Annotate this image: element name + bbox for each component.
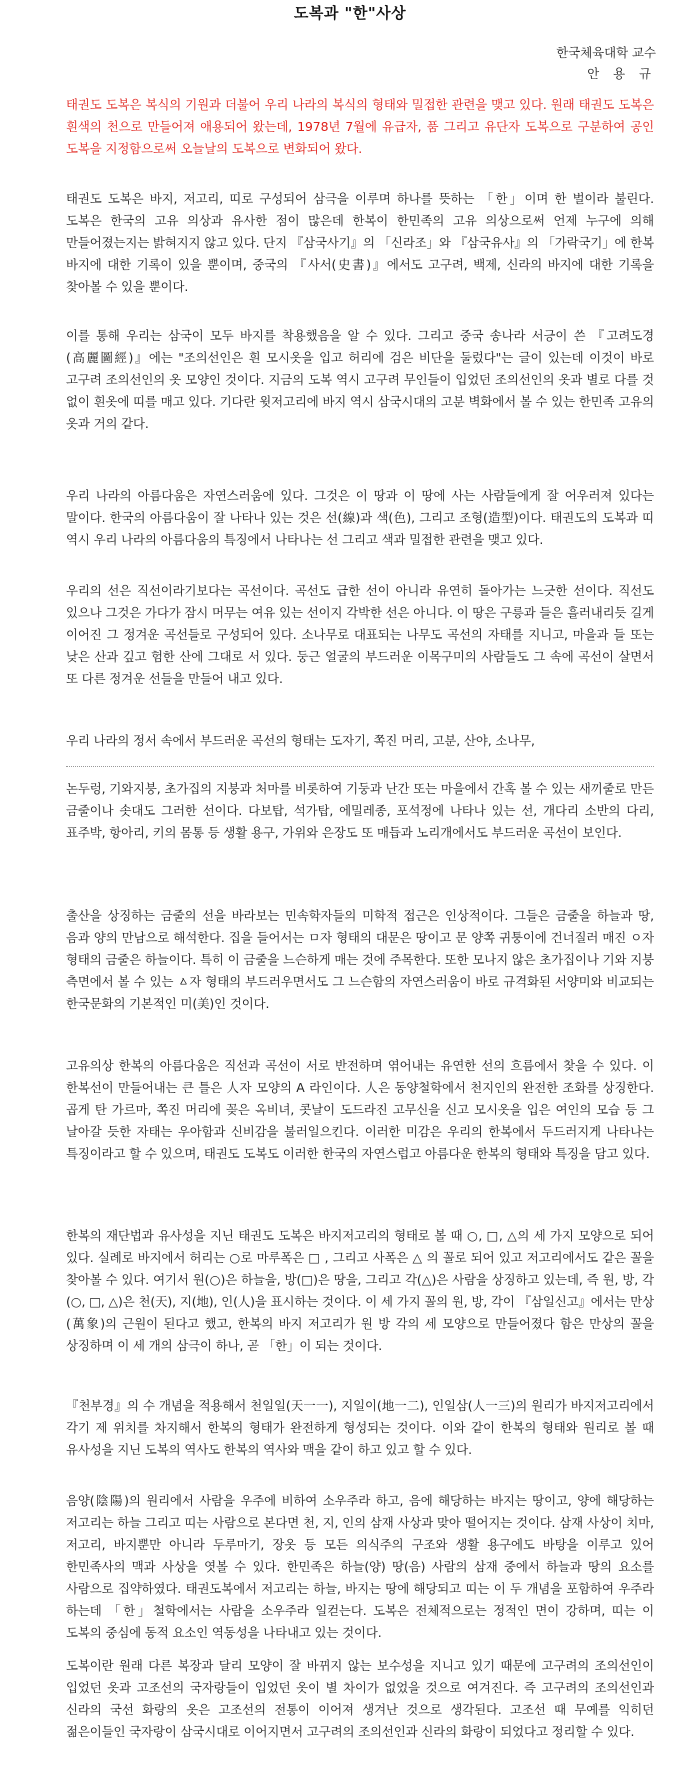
author-affiliation: 한국체육대학 교수 <box>556 45 656 60</box>
page-divider <box>66 766 654 767</box>
body-paragraph-6: 논두렁, 기와지붕, 초가집의 지붕과 처마를 비롯하여 기둥과 난간 또는 마을에서 간혹 볼 수 있는 새끼줄로 만든 금줄이나 솟대도 그러한 선이다. 다보탑, 석가탑, 에밀레종, 포석정에 나타나 있는 선, 개다리 소반의 다리, 표주박, 항아리, 키의 몸통 등 생활 용구, 가위와 은장도 또 매듭과 노리개에서도 부드러운 곡선이 보인다. <box>66 781 654 840</box>
body-paragraph-12: 도복이란 원래 다른 복장과 달리 모양이 잘 바뀌지 않는 보수성을 지니고 있기 때문에 고구려의 조의선인이 입었던 옷과 고조선의 국자랑들이 입었던 옷이 별 차이가 없었을 것으로 여겨진다. 즉 고구려의 조의선인과 신라의 국선 화랑의 옷은 고조선의 전통이 이어져 생겨난 것으로 생각된다. 고조선 때 무예를 익히던 젊은이들인 국자랑이 삼국시대로 이어지면서 고구려의 조의선인과 신라의 화랑이 되었다고 정리할 수 있다. <box>66 1658 654 1739</box>
document-title: 도복과 "한"사상 <box>293 4 407 22</box>
author-name: 안 용 규 <box>587 66 656 81</box>
body-paragraph-9: 한복의 재단법과 유사성을 지닌 태권도 도복은 바지저고리의 형태로 볼 때 ○, □, △의 세 가지 모양으로 되어 있다. 실례로 바지에서 허리는 ○로 마루폭은 □ , 그리고 사폭은 △ 의 꼴로 되어 있고 저고리에서도 같은 꼴을 찾아볼 수 있다. 여기서 원(○)은 하늘을, 방(□)은 땅을, 그리고 각(△)은 사람을 상징하고 있는데, 즉 원, 방, 각(○, □, △)은 천(天), 지(地), 인(人)을 표시하는 것이다. 이 세 가지 꼴의 원, 방, 각이 『삼일신고』에서는 만상(萬象)의 근원이 된다고 했고, 한복의 바지 저고리가 원 방 각의 세 모양으로 만들어졌다 함은 만상의 꼴을 상징하며 이 세 개의 삼극이 하나, 곧 「한」이 되는 것이다. <box>66 1228 654 1353</box>
body-paragraph-8: 고유의상 한복의 아름다움은 직선과 곡선이 서로 반전하며 엮어내는 유연한 선의 흐름에서 찾을 수 있다. 이 한복선이 만들어내는 큰 틀은 人자 모양의 A 라인이다. 人은 동양철학에서 천지인의 완전한 조화를 상징한다. 곱게 탄 가르마, 쪽진 머리에 꽂은 옥비녀, 콧날이 도드라진 고무신을 신고 모시옷을 입은 여인의 모습 등 그 날아갈 듯한 자태는 우아함과 신비감을 불러일으킨다. 이러한 미감은 우리의 한복에서 두드러지게 나타나는 특징이라고 할 수 있으며, 태권도 도복도 이러한 한국의 자연스럽고 아름다운 한복의 형태와 특징을 담고 있다. <box>66 1058 654 1161</box>
body-paragraph-1: 태권도 도복은 바지, 저고리, 띠로 구성되어 삼극을 이루며 하나를 뜻하는 「한」이며 한 벌이라 불린다. 도복은 한국의 고유 의상과 유사한 점이 많은데 한복이 한민족의 고유 의상으로써 언제 누구에 의해 만들어졌는지는 밝혀지지 않고 있다. 단지 『삼국사기』의 「신라조」와 『삼국유사』의 「가락국기」에 한복 바지에 대한 기록이 있을 뿐이며, 중국의 『사서(史書)』에서도 고구려, 백제, 신라의 바지에 대한 기록을 찾아볼 수 있을 뿐이다. <box>66 191 654 294</box>
author-block <box>556 42 656 84</box>
body-paragraph-7: 출산을 상징하는 금줄의 선을 바라보는 민속학자들의 미학적 접근은 인상적이다. 그들은 금줄을 하늘과 땅, 음과 양의 만남으로 해석한다. 집을 들어서는 ㅁ자 형태의 대문은 땅이고 문 양쪽 귀퉁이에 건너질러 매진 ㅇ자 형태의 금줄은 하늘이다. 특히 이 금줄을 느슨하게 매는 것에 주목한다. 또한 모나지 않은 초가집이나 기와 지붕 측면에서 볼 수 있는 ㅿ자 형태의 부드러우면서도 그 느슨함의 자연스러움이 바로 규격화된 서양미와 비교되는 한국문화의 기본적인 미(美)인 것이다. <box>66 908 654 1011</box>
body-paragraph-3: 우리 나라의 아름다움은 자연스러움에 있다. 그것은 이 땅과 이 땅에 사는 사람들에게 잘 어우러져 있다는 말이다. 한국의 아름다움이 잘 나타나 있는 것은 선(線)과 색(色), 그리고 조형(造型)이다. 태권도의 도복과 띠 역시 우리 나라의 아름다움의 특징에서 나타나는 선 그리고 색과 밀접한 관련을 맺고 있다. <box>66 488 654 547</box>
intro-paragraph: 태권도 도복은 복식의 기원과 더불어 우리 나라의 복식의 형태와 밀접한 관련을 맺고 있다. 원래 태권도 도복은 흰색의 천으로 만들어져 애용되어 왔는데, 1978년 7월에 유급자, 품 그리고 유단자 도복으로 구분하여 공인 도복을 지정함으로써 오늘날의 도복으로 변화되어 왔다. <box>66 97 654 156</box>
body-paragraph-11: 음양(陰陽)의 원리에서 사람을 우주에 비하여 소우주라 하고, 음에 해당하는 바지는 땅이고, 양에 해당하는 저고리는 하늘 그리고 띠는 사람으로 본다면 천, 지, 인의 삼재 사상과 맞아 떨어지는 것이다. 삼재 사상이 치마, 저고리, 바지뿐만 아니라 두루마기, 장옷 등 모든 의식주의 구조와 생활 용구에도 바탕을 이루고 있어 한민족사의 맥과 사상을 엿볼 수 있다. 한민족은 하늘(양) 땅(음) 사람의 삼재 중에서 하늘과 땅의 요소를 사람으로 집약하였다. 태권도복에서 저고리는 하늘, 바지는 땅에 해당되고 띠는 이 두 개념을 포함하여 우주라 하는데 「한」철학에서는 사람을 소우주라 일컫는다. 도복은 전체적으로는 정적인 면이 강하며, 띠는 이 도복의 중심에 동적 요소인 역동성을 나타내고 있는 것이다. <box>66 1493 654 1640</box>
body-paragraph-5: 우리 나라의 정서 속에서 부드러운 곡선의 형태는 도자기, 쪽진 머리, 고분, 산야, 소나무, <box>66 733 535 748</box>
body-paragraph-2: 이를 통해 우리는 삼국이 모두 바지를 착용했음을 알 수 있다. 그리고 중국 송나라 서긍이 쓴 『고려도경(高麗圖經)』에는 "조의선인은 흰 모시옷을 입고 허리에 검은 비단을 둘렀다"는 글이 있는데 이것이 바로 고구려 조의선인의 옷 모양인 것이다. 지금의 도복 역시 고구려 무인들이 입었던 조의선인의 옷과 별로 다를 것 없이 흰옷에 띠를 매고 있다. 기다란 윗저고리에 바지 역시 삼국시대의 고분 벽화에서 볼 수 있는 한민족 고유의 옷과 거의 같다. <box>66 328 654 431</box>
body-paragraph-10: 『천부경』의 수 개념을 적용해서 천일일(天一一), 지일이(地一二), 인일삼(人一三)의 원리가 바지저고리에서 각기 제 위치를 차지해서 한복의 형태가 완전하게 형성되는 것이다. 이와 같이 한복의 형태와 원리로 볼 때 유사성을 지닌 도복의 역사도 한복의 역사와 맥을 같이 하고 있고 할 수 있다. <box>66 1398 654 1457</box>
body-paragraph-4: 우리의 선은 직선이라기보다는 곡선이다. 곡선도 급한 선이 아니라 유연히 돌아가는 느긋한 선이다. 직선도 있으나 그것은 가다가 잠시 머무는 여유 있는 선이지 각박한 선은 아니다. 이 땅은 구릉과 들은 흘러내리듯 길게 이어진 그 정겨운 곡선들로 구성되어 있다. 소나무로 대표되는 나무도 곡선의 자태를 지니고, 마을과 들 또는 낮은 산과 깊고 험한 산에 그대로 서 있다. 둥근 얼굴의 부드러운 이목구미의 사람들도 그 속에 곡선이 살면서 또 다른 정겨운 선들을 만들어 내고 있다. <box>66 583 654 686</box>
